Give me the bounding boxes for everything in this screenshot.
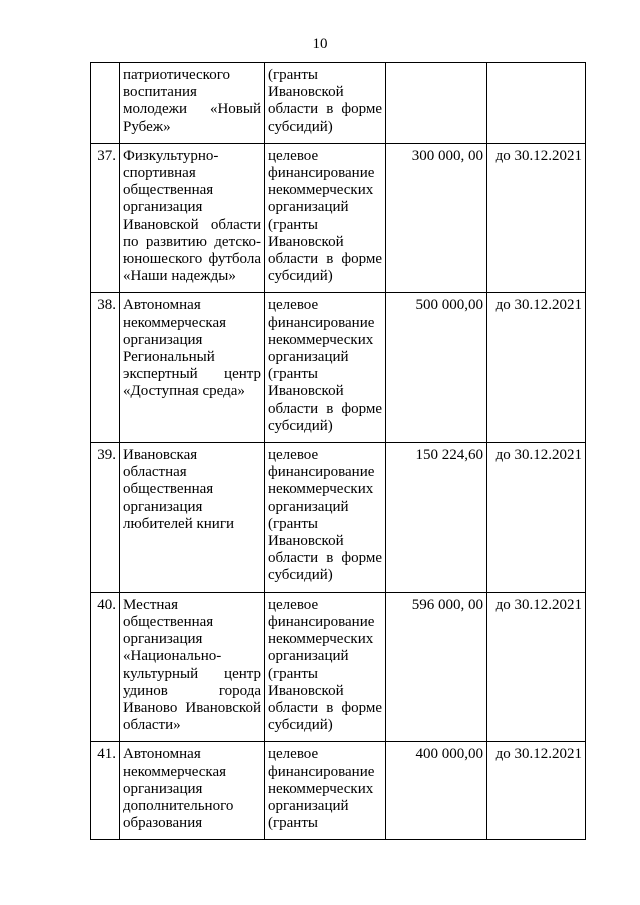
- row-number: 37.: [91, 143, 120, 293]
- organization-line: воспитания: [123, 84, 197, 101]
- organization-line: удинов города: [123, 682, 261, 699]
- organization-line: Ивановская: [123, 447, 198, 464]
- deadline-cell: до 30.12.2021: [487, 143, 586, 293]
- organization-cell: [120, 293, 265, 443]
- grants-table: [90, 62, 586, 840]
- funding-source-line: (гранты: [268, 216, 318, 233]
- table-row: [91, 63, 586, 144]
- deadline-cell: до 30.12.2021: [487, 592, 586, 742]
- organization-line: Ивановской области: [123, 216, 261, 233]
- organization-line: образования: [123, 815, 203, 832]
- organization-line: Рубеж»: [123, 118, 171, 135]
- organization-line: «Национально-: [123, 648, 222, 665]
- funding-source-line: (гранты: [268, 515, 318, 532]
- amount-cell: 596 000, 00: [386, 592, 487, 742]
- organization-line: дополнительного: [123, 797, 234, 814]
- organization-cell: [120, 742, 265, 840]
- organization-line: Местная: [123, 596, 178, 613]
- row-number: 41.: [91, 742, 120, 840]
- organization-line: культурный центр: [123, 665, 261, 682]
- table-row: [91, 293, 586, 443]
- row-number: 38.: [91, 293, 120, 443]
- deadline-cell: до 30.12.2021: [487, 742, 586, 840]
- funding-source-line: Ивановской: [268, 533, 344, 550]
- funding-source-line: целевое: [268, 746, 319, 763]
- organization-line: молодежи «Новый: [123, 101, 261, 118]
- table-row: [91, 143, 586, 293]
- organization-line: Региональный: [123, 349, 215, 366]
- funding-source-line: субсидий): [268, 567, 333, 584]
- organization-line: общественная: [123, 182, 214, 199]
- funding-source-line: области в форме: [268, 400, 382, 417]
- organization-line: «Доступная среда»: [123, 383, 245, 400]
- organization-cell: [120, 63, 265, 144]
- funding-source-line: (гранты: [268, 815, 318, 832]
- amount-cell: 150 224,60: [386, 443, 487, 593]
- funding-source-line: (гранты: [268, 67, 318, 83]
- funding-source-line: некоммерческих: [268, 182, 374, 199]
- funding-source-line: финансирование: [268, 464, 375, 481]
- funding-source-line: организаций: [268, 797, 349, 814]
- organization-line: организация: [123, 631, 203, 648]
- organization-cell: [120, 143, 265, 293]
- organization-line: некоммерческая: [123, 763, 227, 780]
- organization-line: патриотического: [123, 67, 230, 83]
- organization-line: Физкультурно-: [123, 147, 219, 164]
- deadline-cell: [487, 63, 586, 144]
- table-row: [91, 592, 586, 742]
- organization-line: общественная: [123, 613, 214, 630]
- funding-source-line: Ивановской: [268, 383, 344, 400]
- funding-source-line: финансирование: [268, 165, 375, 182]
- organization-line: Иваново Ивановской: [123, 699, 261, 716]
- organization-line: по развитию детско-: [123, 233, 261, 250]
- organization-line: некоммерческая: [123, 314, 227, 331]
- funding-source-line: целевое: [268, 447, 319, 464]
- row-number: 39.: [91, 443, 120, 593]
- funding-source-line: Ивановской: [268, 84, 344, 101]
- funding-source-cell: [265, 742, 386, 840]
- organization-line: Автономная: [123, 297, 201, 314]
- funding-source-line: целевое: [268, 297, 319, 314]
- funding-source-line: организаций: [268, 349, 349, 366]
- funding-source-line: целевое: [268, 596, 319, 613]
- table-row: [91, 742, 586, 840]
- organization-line: организация: [123, 331, 203, 348]
- funding-source-line: организаций: [268, 648, 349, 665]
- organization-line: области»: [123, 717, 181, 734]
- funding-source-line: организаций: [268, 498, 349, 515]
- organization-line: любителей книги: [123, 515, 235, 532]
- organization-line: организация: [123, 199, 203, 216]
- funding-source-line: области в форме: [268, 550, 382, 567]
- funding-source-line: некоммерческих: [268, 331, 374, 348]
- row-number: 40.: [91, 592, 120, 742]
- funding-source-line: организаций: [268, 199, 349, 216]
- funding-source-line: субсидий): [268, 268, 333, 285]
- funding-source-line: некоммерческих: [268, 631, 374, 648]
- amount-cell: [386, 63, 487, 144]
- funding-source-line: финансирование: [268, 314, 375, 331]
- amount-cell: 300 000, 00: [386, 143, 487, 293]
- organization-line: Автономная: [123, 746, 201, 763]
- organization-line: общественная: [123, 481, 214, 498]
- funding-source-line: (гранты: [268, 366, 318, 383]
- funding-source-line: некоммерческих: [268, 780, 374, 797]
- page-number: 10: [312, 36, 328, 52]
- funding-source-line: области в форме: [268, 251, 382, 268]
- funding-source-line: субсидий): [268, 118, 333, 135]
- organization-line: областная: [123, 464, 187, 481]
- row-number: [91, 63, 120, 144]
- funding-source-line: области в форме: [268, 699, 382, 716]
- funding-source-cell: [265, 293, 386, 443]
- organization-line: юношеского футбола: [123, 251, 261, 268]
- organization-cell: [120, 592, 265, 742]
- table-row: [91, 443, 586, 593]
- funding-source-line: Ивановской: [268, 682, 344, 699]
- organization-line: спортивная: [123, 165, 196, 182]
- amount-cell: 400 000,00: [386, 742, 487, 840]
- organization-line: экспертный центр: [123, 366, 261, 383]
- organization-line: организация: [123, 780, 203, 797]
- funding-source-line: Ивановской: [268, 233, 344, 250]
- funding-source-cell: [265, 443, 386, 593]
- organization-line: «Наши надежды»: [123, 268, 236, 285]
- deadline-cell: до 30.12.2021: [487, 443, 586, 593]
- funding-source-cell: [265, 143, 386, 293]
- funding-source-cell: [265, 63, 386, 144]
- funding-source-line: целевое: [268, 147, 319, 164]
- funding-source-cell: [265, 592, 386, 742]
- funding-source-line: финансирование: [268, 613, 375, 630]
- funding-source-line: области в форме: [268, 101, 382, 118]
- funding-source-line: субсидий): [268, 417, 333, 434]
- deadline-cell: до 30.12.2021: [487, 293, 586, 443]
- funding-source-line: финансирование: [268, 763, 375, 780]
- funding-source-line: некоммерческих: [268, 481, 374, 498]
- amount-cell: 500 000,00: [386, 293, 487, 443]
- funding-source-line: субсидий): [268, 717, 333, 734]
- funding-source-line: (гранты: [268, 665, 318, 682]
- organization-cell: [120, 443, 265, 593]
- organization-line: организация: [123, 498, 203, 515]
